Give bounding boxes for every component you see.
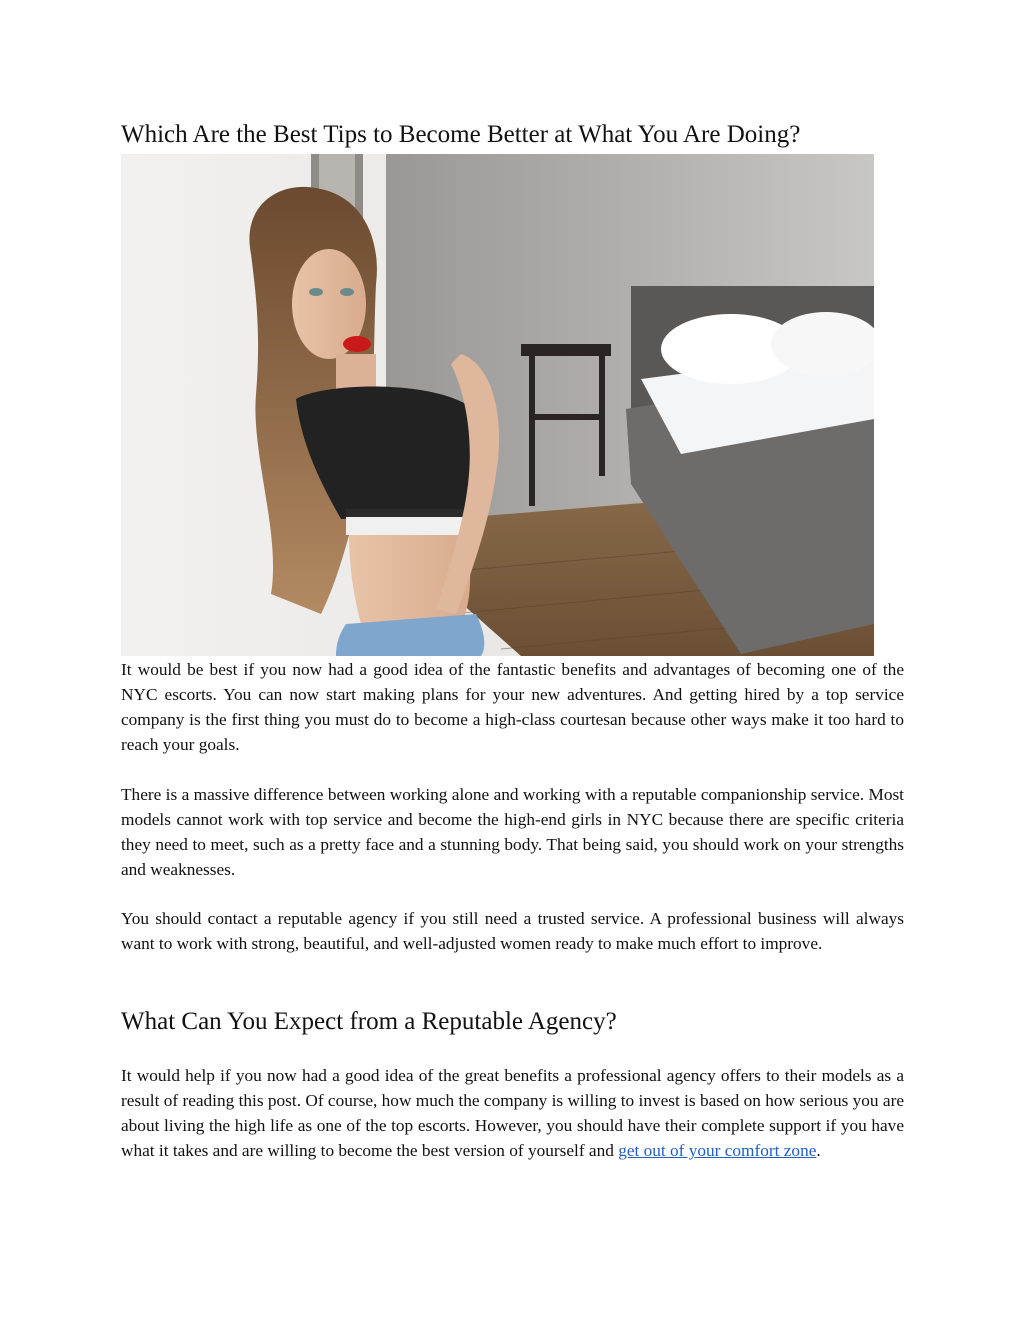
paragraph-intro: It would be best if you now had a good idea of the fantastic benefits and advantages of becoming one of the NYC escorts. You can now start making plans for your new adventures. And getting hired by a top service company is the first thing you must do to become a high-class courtesan because other ways make it too hard to reach your goals. xyxy=(121,660,904,754)
article-photo xyxy=(121,154,874,656)
comfort-zone-link[interactable]: get out of your comfort zone xyxy=(618,1141,817,1160)
bedroom-photo-illustration xyxy=(121,154,874,656)
paragraph-benefits-text: It would help if you now had a good idea of the great benefits a professional agency offers to their models as a result of reading this post. Of course, how much the company is willing to invest is based on how serious you are about living the high life as one of the top escorts. However, you should have their complete support if you have what it takes and are willing to become the best version of yourself and xyxy=(121,1066,904,1160)
subheading-wrap xyxy=(121,1007,617,1037)
heading-wrap xyxy=(121,120,904,150)
paragraph-contact: You should contact a reputable agency if you still need a trusted service. A professional business will always want to work with strong, beautiful, and well-adjusted women ready to make much effort to improve. xyxy=(121,909,904,953)
paragraph-difference: There is a massive difference between working alone and working with a reputable companionship service. Most models cannot work with top service and become the high-end girls in NYC because there are specific criteria they need to meet, such as a pretty face and a stunning body. That being said, you should work on your strengths and weaknesses. xyxy=(121,785,904,879)
page-title: Which Are the Best Tips to Become Better at What You Are Doing? xyxy=(121,121,801,148)
section-heading-agency: What Can You Expect from a Reputable Agency? xyxy=(121,1008,617,1035)
paragraph-benefits-end: . xyxy=(816,1141,821,1160)
paragraph-benefits xyxy=(121,1063,904,1163)
